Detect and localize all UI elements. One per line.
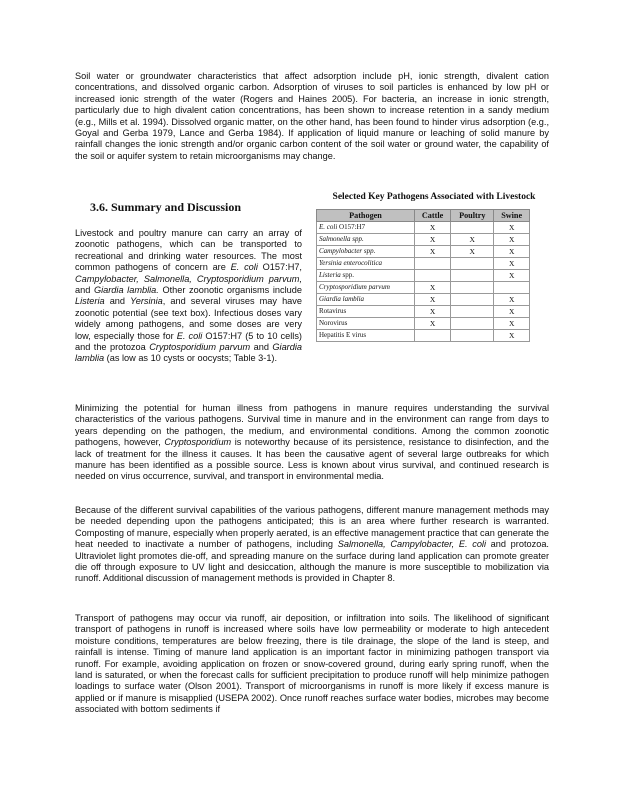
host-mark-cell <box>451 330 494 342</box>
host-mark-cell <box>414 330 450 342</box>
text-run: Minimizing the potential for human illness from pathogens in manure requires understanding the survival characteristics of the various pathogens. Survival time in manure and in the environment can range from days to years depending on the pathogen, the medium, and environmental conditions. Among the common zoonotic pathogens, however, <box>75 403 549 448</box>
header-swine: Swine <box>494 210 530 222</box>
table-row <box>317 294 530 306</box>
pathogen-name-cell <box>317 282 415 294</box>
header-cattle: Cattle <box>414 210 450 222</box>
text-run: O157:H7 (5 to 10 cells) and the protozoa <box>75 330 302 353</box>
italic-text-run: Giardia lamblia <box>75 342 302 364</box>
text-run: Soil water or groundwater characteristics that affect adsorption include pH, ionic strength, divalent cation concentrations, and dissolved organic carbon. Adsorption of viruses to soil particles is enhanced by low pH or increased ionic strength of the water (Rogers and Haines 2005). For bacteria, an increase in ionic strength, particularly due to high divalent cation concentrations, has been shown to increase retention in a sandy medium (e.g., Mills et al. 1994). Dissolved organic matter, on the other hand, has been found to hinder virus adsorption (e.g., Goyal and Gerba 1979, Lance and Gerba 1984). If application of liquid manure or leaching of solid manure by rainfall changes the ionic strength and/or organic carbon content of the soil water or ground water, the capability of the soil or aquifer system to retain microorganisms may change. <box>75 71 549 161</box>
pathogen-name-cell <box>317 258 415 270</box>
italic-text-run: Cryptosporidium parvum <box>319 283 390 291</box>
paragraph-adsorption <box>75 71 549 162</box>
italic-text-run: Campylobacter spp. <box>319 247 376 255</box>
paragraph-zoonotic-pathogens <box>75 228 302 365</box>
table-row <box>317 306 530 318</box>
italic-text-run: Giardia lamblia <box>319 295 365 303</box>
text-run: O157:H7 <box>337 223 366 231</box>
text-run: (as low as 10 cysts or oocysts; Table 3-1). <box>104 353 278 364</box>
paragraph-transport <box>75 613 549 716</box>
paragraph-survival <box>75 403 549 483</box>
host-mark-cell: X <box>494 294 530 306</box>
italic-text-run: Listeria <box>319 271 341 279</box>
italic-text-run: Giardia lamblia. <box>93 285 159 296</box>
host-mark-cell: X <box>414 282 450 294</box>
text-run: and <box>250 342 273 353</box>
text-run: is noteworthy because of its persistence, resistance to disinfection, and the lack of treatment for the illness it causes. It has been the causative agent of several large outbreaks for which manure has been identified as a possible source. Less is known about virus survival, and continued research is needed on virus occurrence, survival, and transport in environmental media. <box>75 437 550 482</box>
pathogen-name-cell <box>317 246 415 258</box>
paragraph-management <box>75 505 549 585</box>
table-row <box>317 258 530 270</box>
pathogen-name-cell <box>317 222 415 234</box>
host-mark-cell <box>414 270 450 282</box>
host-mark-cell <box>451 282 494 294</box>
text-run: Because of the different survival capabilities of the various pathogens, different manure management methods may be needed depending upon the pathogens anticipated; this is an area where further research is warranted. Composting of manure, especially when properly aerated, is an effective management practice that can generate the heat needed to inactivate a number of pathogens, including <box>75 505 549 550</box>
host-mark-cell <box>414 258 450 270</box>
pathogen-name-cell <box>317 330 415 342</box>
host-mark-cell: X <box>494 234 530 246</box>
host-mark-cell: X <box>414 306 450 318</box>
host-mark-cell: X <box>451 234 494 246</box>
table-row <box>317 234 530 246</box>
table-row <box>317 318 530 330</box>
table-row <box>317 282 530 294</box>
host-mark-cell: X <box>494 246 530 258</box>
text-run: Rotavirus <box>319 307 347 315</box>
text-box-title: Selected Key Pathogens Associated with Livestock <box>332 192 536 202</box>
italic-text-run: spp. <box>352 235 364 243</box>
host-mark-cell: X <box>494 330 530 342</box>
table-row <box>317 330 530 342</box>
host-mark-cell: X <box>414 294 450 306</box>
italic-text-run: Cryptosporidium <box>164 437 232 448</box>
text-run: and <box>104 296 131 307</box>
text-run: and <box>75 285 94 296</box>
pathogen-name-cell <box>317 318 415 330</box>
italic-text-run: Listeria <box>75 296 105 307</box>
text-run: Hepatitis E virus <box>319 331 367 339</box>
host-mark-cell <box>451 270 494 282</box>
table-header-row <box>317 210 530 222</box>
host-mark-cell: X <box>494 306 530 318</box>
host-mark-cell: X <box>414 318 450 330</box>
host-mark-cell: X <box>414 234 450 246</box>
italic-text-run: Yersinia <box>130 296 163 307</box>
text-run: O157:H7, <box>257 262 302 273</box>
host-mark-cell: X <box>414 222 450 234</box>
host-mark-cell <box>451 306 494 318</box>
italic-text-run: E. coli <box>176 330 203 341</box>
text-run: Livestock and poultry manure can carry an array of zoonotic pathogens, which can be transported to recreational and drinking water resources. The most common pathogens of concern are <box>75 228 302 273</box>
table-row <box>317 270 530 282</box>
host-mark-cell: X <box>494 258 530 270</box>
section-heading: 3.6. Summary and Discussion <box>90 200 242 214</box>
table-row <box>317 246 530 258</box>
text-run: spp. <box>340 271 355 279</box>
header-poultry: Poultry <box>451 210 494 222</box>
italic-text-run: Campylobacter, Salmonella, Cryptosporidium parvum, <box>75 273 302 284</box>
pathogen-name-cell <box>317 234 415 246</box>
host-mark-cell: X <box>494 222 530 234</box>
italic-text-run: Yersinia enterocolitica <box>319 259 383 267</box>
host-mark-cell: X <box>494 270 530 282</box>
italic-text-run: E. coli <box>230 262 258 273</box>
pathogen-table <box>316 209 530 342</box>
pathogen-name-cell <box>317 306 415 318</box>
pathogen-name-cell <box>317 270 415 282</box>
host-mark-cell <box>451 258 494 270</box>
text-run: Transport of pathogens may occur via runoff, air deposition, or infiltration into soils. The likelihood of significant transport of pathogens in runoff is increased where soils have low permeability or moderate to high antecedent moisture conditions, temperatures are below freezing, there is tile drainage, the slope of the land is steep, and rainfall is intense. Timing of manure land application is an important factor in minimizing pathogen transport via runoff. For example, avoiding application on frozen or snow-covered ground, during early spring runoff, when the land is saturated, or when the forecast calls for sufficient precipitation to produce runoff will help minimize pathogen loadings to surface water (Olson 2001). Transport of microorganisms in runoff is more likely if excess manure is applied or if manure is misapplied (USEPA 2002). Once runoff reaches surface water bodies, microbes may become associated with bottom sediments if <box>75 613 549 715</box>
host-mark-cell: X <box>414 246 450 258</box>
text-run: and protozoa. Ultraviolet light promotes die-off, and spreading manure on the surface during land application can promote greater die off through exposure to UV light and desiccation, although the manure is more susceptible to mobilization via runoff. Additional discussion of management methods is provided in Chapter 8. <box>75 539 549 584</box>
host-mark-cell <box>451 294 494 306</box>
host-mark-cell <box>451 222 494 234</box>
italic-text-run: Cryptosporidium parvum <box>149 342 251 353</box>
pathogen-name-cell <box>317 294 415 306</box>
host-mark-cell: X <box>451 246 494 258</box>
text-run: Norovirus <box>319 319 348 327</box>
pathogen-table-body <box>317 222 530 342</box>
text-run: Other zoonotic organisms include <box>158 285 302 296</box>
italic-text-run: E. coli <box>319 223 338 231</box>
table-row <box>317 222 530 234</box>
text-run: , and several viruses may have zoonotic potential (see text box). Infectious doses vary widely among pathogens, and some doses are very low, especially those for <box>75 296 302 341</box>
host-mark-cell: X <box>494 318 530 330</box>
host-mark-cell <box>451 318 494 330</box>
italic-text-run: Salmonella, Campylobacter, E. coli <box>337 539 487 550</box>
italic-text-run: Salmonella <box>319 235 351 243</box>
host-mark-cell <box>494 282 530 294</box>
header-pathogen: Pathogen <box>317 210 415 222</box>
